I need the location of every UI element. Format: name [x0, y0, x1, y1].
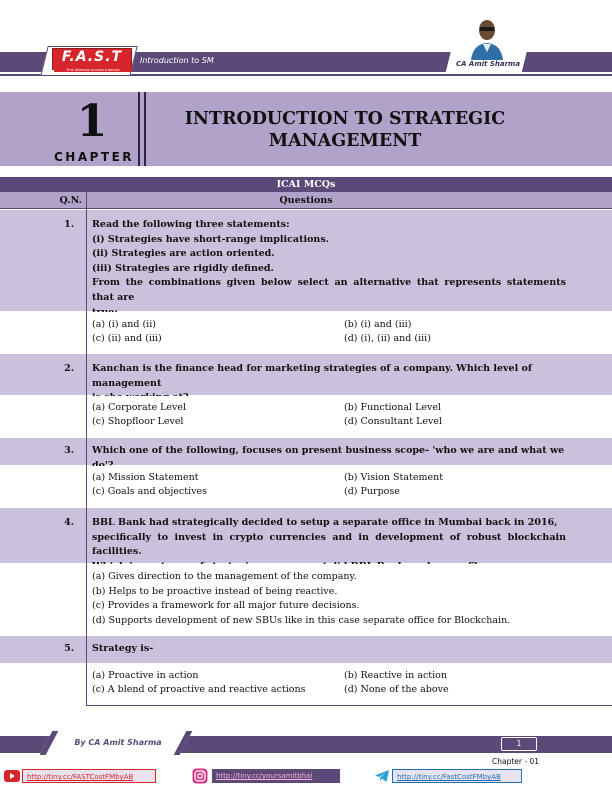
question-line: Which one of the following, focuses on present business scope- 'who we are and what we [92, 445, 565, 456]
column-header-qn: Q.N. [59, 195, 82, 206]
question-number: 5. [64, 643, 74, 654]
instagram-icon [192, 768, 208, 784]
option-a: (a) Proactive in action [92, 670, 199, 681]
options-row [0, 664, 612, 705]
option-b: (b) Helps to be proactive instead of being reactive. [92, 585, 338, 597]
question-line: From the combinations given below select an alternative that represents statements that are [92, 277, 566, 303]
table-column-divider [86, 192, 87, 706]
chapter-footer-label: Chapter - 01 [492, 757, 540, 766]
options-row [0, 564, 612, 636]
question-line: (ii) Strategies are action oriented. [92, 248, 275, 260]
question-row [0, 210, 612, 312]
question-row [0, 354, 612, 396]
option-d: (d) Consultant Level [344, 416, 443, 427]
question-text [92, 218, 566, 320]
option-b: (b) (i) and (iii) [344, 319, 412, 330]
logo-tagline: First attempt success tutorials [54, 68, 132, 72]
option-c: (c) Provides a framework for all major future decisions. [92, 600, 360, 612]
option-b: (b) Functional Level [344, 402, 442, 413]
chapter-title-line1: INTRODUCTION TO STRATEGIC [184, 109, 506, 129]
option-d: (d) (i), (ii) and (iii) [344, 333, 431, 344]
question-line: (iii) Strategies are rigidly defined. [92, 262, 274, 274]
option-d: (d) Purpose [344, 486, 400, 497]
chapter-number: 1 [76, 96, 108, 147]
question-number: 2. [64, 363, 74, 374]
question-line: Kanchan is the finance head for marketing strategies of a company. Which level of management [92, 363, 532, 389]
table-bottom-border [86, 705, 612, 706]
page-number: 1 [501, 737, 537, 751]
option-a: (a) Gives direction to the management of the company. [92, 571, 357, 582]
column-header-questions: Questions [279, 195, 333, 206]
question-line: specifically to invest in crypto currencies and in development of robust blockchain facilities. [92, 531, 566, 558]
chapter-label: CHAPTER [53, 150, 135, 164]
option-b: (b) Reactive in action [344, 670, 447, 681]
question-number: 1. [64, 219, 74, 230]
author-photo-icon [468, 16, 506, 60]
header-title: Introduction to SM [140, 56, 214, 65]
fast-logo: F.A.S.T [52, 48, 132, 70]
chapter-title-line2: MANAGEMENT [268, 131, 422, 151]
option-c: (c) Shopfloor Level [92, 416, 184, 427]
option-c: (c) Goals and objectives [92, 486, 207, 497]
table-header [0, 192, 612, 209]
chapter-title [150, 108, 540, 152]
telegram-icon [374, 768, 390, 784]
options-row [0, 312, 612, 354]
chapter-divider [144, 92, 146, 166]
table-caption: ICAI MCQs [0, 177, 612, 192]
question-text [92, 642, 566, 657]
option-c: (c) (ii) and (iii) [92, 333, 162, 344]
options-row [0, 466, 612, 508]
option-d: (d) None of the above [344, 684, 449, 695]
option-a: (a) (i) and (ii) [92, 319, 156, 330]
telegram-link[interactable]: http://tiny.cc/FastCostFMbyAB [392, 769, 522, 783]
options-row [0, 396, 612, 438]
option-c: (c) A blend of proactive and reactive actions [92, 684, 306, 695]
youtube-link[interactable]: http://tiny.cc/FASTCostFMbyAB [22, 769, 156, 783]
question-line: Read the following three statements: [92, 219, 290, 230]
instagram-link[interactable]: http://tiny.cc/yoursamitbhai [212, 769, 340, 783]
option-a: (a) Mission Statement [92, 472, 199, 483]
header-author: CA Amit Sharma [455, 60, 521, 68]
footer-author: By CA Amit Sharma [74, 738, 162, 747]
youtube-icon [4, 768, 20, 784]
option-b: (b) Vision Statement [344, 472, 444, 483]
question-number: 4. [64, 517, 74, 528]
question-row [0, 508, 612, 564]
question-line: BBL Bank had strategically decided to setup a separate office in Mumbai back in 2016, [92, 517, 558, 528]
question-row [0, 636, 612, 664]
question-number: 3. [64, 445, 74, 456]
question-line: Strategy is- [92, 643, 154, 654]
option-a: (a) Corporate Level [92, 402, 187, 413]
question-line: (i) Strategies have short-range implications. [92, 233, 329, 245]
option-d: (d) Supports development of new SBUs like in this case separate office for Blockchain. [92, 614, 511, 626]
question-row [0, 438, 612, 466]
